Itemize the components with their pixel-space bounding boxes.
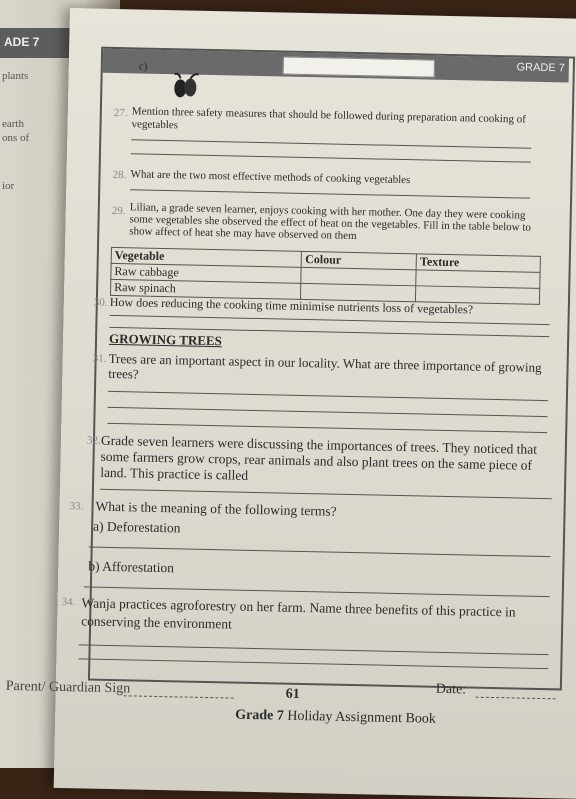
table-cell: Raw spinach (110, 279, 301, 299)
question-number: 33. (69, 500, 84, 513)
question-number: 28. (112, 168, 127, 182)
question-29-text: Lilian, a grade seven learner, enjoys cooking with her mother. One day they were cooking some vegetables she observed the effect of heat on the vegetables. Fill in the table below to show affect of heat she may have observed on them (129, 201, 532, 243)
header-grade: GRADE 7 (516, 61, 565, 75)
book-grade: Grade 7 (235, 707, 284, 724)
table-header: Vegetable (111, 247, 302, 267)
vegetable-icon (168, 70, 203, 99)
left-page-fragment: earth (2, 118, 24, 130)
question-number: 31. (92, 352, 107, 365)
table-header: Colour (302, 251, 417, 269)
question-31-text: Trees are an important aspect in our locality. What are three importance of growing trees? (108, 350, 542, 382)
question-number: 32. (86, 434, 101, 447)
question-33-text: What is the meaning of the following terms? (95, 498, 337, 519)
left-page-grade-strip: ADE 7 (0, 28, 92, 58)
signature-line (124, 695, 234, 698)
header-name-box (283, 56, 435, 77)
question-number: 30. (93, 296, 108, 309)
question-number: 34. (61, 595, 76, 609)
parent-guardian-sign-label: Parent/ Guardian Sign (5, 678, 131, 697)
question-28-text: What are the two most effective methods of cooking vegetables (130, 168, 411, 187)
question-number: 29. (111, 204, 126, 218)
book-title: Holiday Assignment Book (287, 708, 437, 727)
date-label: Date: (435, 681, 467, 698)
term-deforestation: a) Deforestation (92, 518, 181, 536)
table-header: Texture (416, 254, 540, 273)
left-page-fragment: ons of (2, 132, 30, 144)
question-34-text: Wanja practices agroforestry on her farm. Name three benefits of this practice in conserving the environment (81, 595, 516, 632)
section-heading-growing-trees: GROWING TREES (108, 330, 223, 349)
table-cell: Raw cabbage (111, 263, 302, 283)
book-footer (235, 708, 436, 728)
page-number: 61 (285, 686, 300, 702)
question-27-text: Mention three safety measures that should be followed during preparation and cooking of vegetables (131, 105, 526, 132)
question-30-text: How does reducing the cooking time minimise nutrients loss of vegetables? (109, 294, 474, 317)
item-c-label: c) (138, 60, 148, 73)
left-page-fragment: ior (2, 180, 15, 192)
question-32-text: Grade seven learners were discussing the importances of trees. They noticed that some farmers grow crops, rear animals and also plant trees on the same piece of land. This practice is called (100, 432, 538, 483)
left-page-fragment: plants (2, 70, 29, 82)
term-afforestation: b) Afforestation (88, 558, 175, 576)
question-number: 27. (113, 106, 128, 120)
date-line (476, 697, 556, 700)
